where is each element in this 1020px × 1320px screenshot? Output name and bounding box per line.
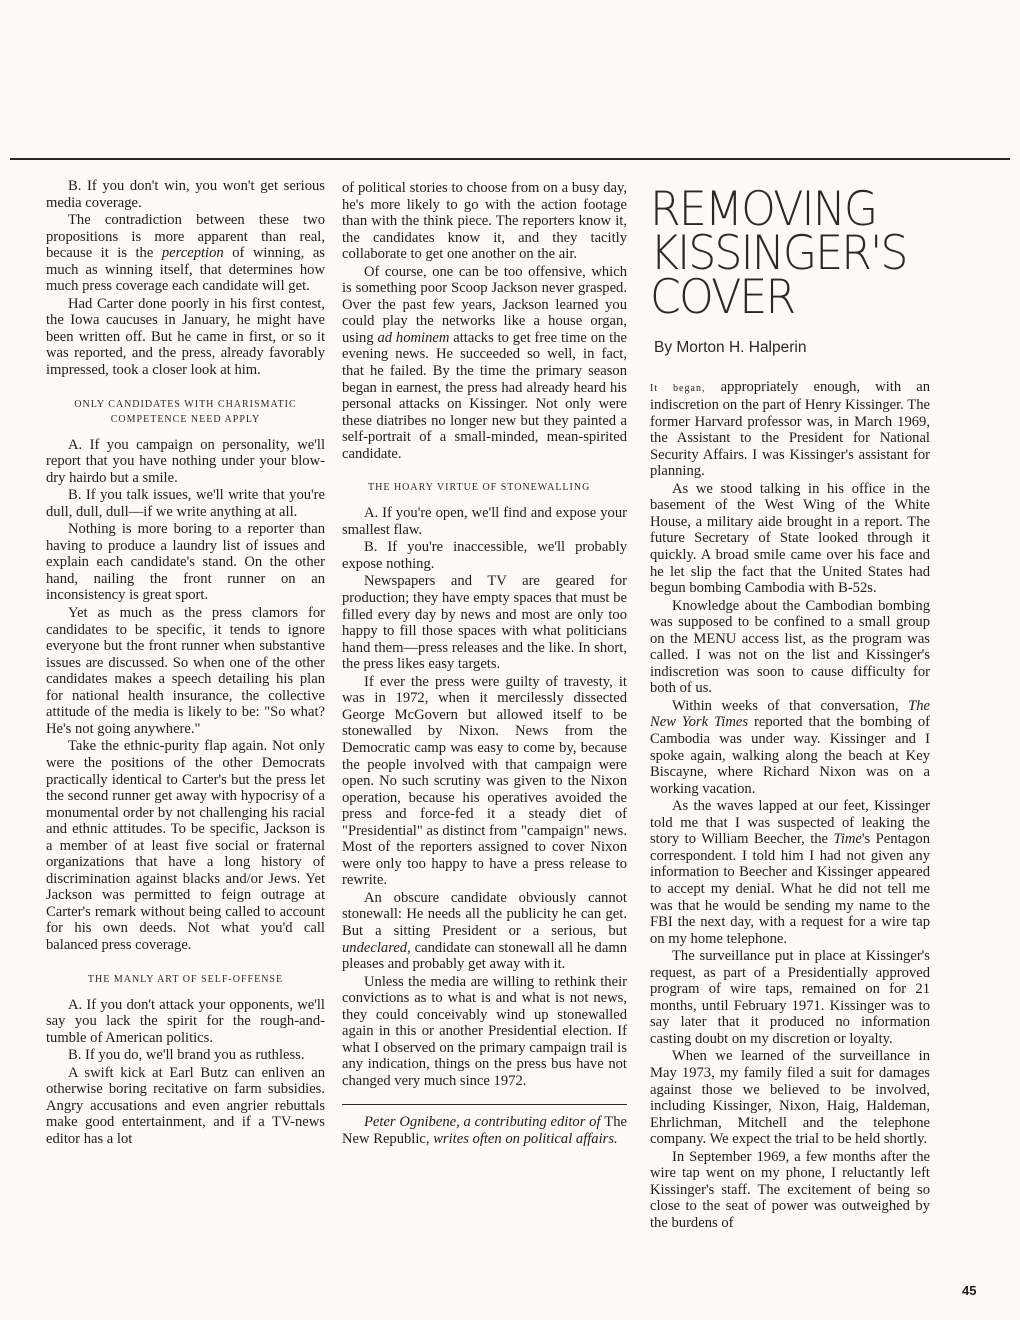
paragraph: In September 1969, a few months after the wire tap went on my phone, I reluctantly left Kissinger's staff. The excitement of being so close to the seat of power was outweighed by the burdens of <box>650 1148 930 1231</box>
paragraph: Yet as much as the press clamors for candidates to be specific, it tends to ignore everyone but the front runner when substantive issues are discussed. So when one of the other candidates makes a speech detailing his plan for national health insurance, the collective attitude of the media is likely to be: "So what? He's not going anywhere." <box>46 605 325 737</box>
title-line: COVER <box>650 270 795 325</box>
paragraph: B. If you don't win, you won't get serious media coverage. <box>46 178 325 211</box>
paragraph: A swift kick at Earl Butz can enliven an otherwise boring recitative on farm subsidies. Angry accusations and even angrier rebuttals make good entertainment, and if a TV-news editor has a lot <box>46 1064 325 1147</box>
section-heading: THE HOARY VIRTUE OF STONEWALLING <box>368 482 591 494</box>
column-3 <box>650 182 931 1231</box>
paragraph: B. If you talk issues, we'll write that you're dull, dull, dull—if we write anything at all. <box>46 487 325 520</box>
paragraph: Newspapers and TV are geared for production; they have empty spaces that must be filled every day by news and most are only too happy to fill those spaces with what politicians hand them—press releases and the like. In short, the press likes easy targets. <box>342 573 627 673</box>
paragraph: B. If you're inaccessible, we'll probably expose nothing. <box>342 539 627 572</box>
paragraph: As the waves lapped at our feet, Kissinger told me that I was suspected of leaking the story to William Beecher, the Time's Pentagon correspondent. I told him I had not given any information to Beecher and Kissinger appeared to accept my denial. What he did not tell me was that he would be sending my name to the FBI the next day, with a request for a wire tap on my home telephone. <box>650 798 930 947</box>
column-1 <box>46 178 325 1147</box>
byline: By Morton H. Halperin <box>654 339 807 356</box>
paragraph: of political stories to choose from on a busy day, he's more likely to go with the action footage than with the think piece. The reporters know it, the candidates know it, and they tacitly collaborate to get one another on the air. <box>342 180 627 263</box>
article-title <box>650 182 913 325</box>
section-heading: THE MANLY ART OF SELF-OFFENSE <box>87 973 284 985</box>
paragraph: If ever the press were guilty of travesty, it was in 1972, when it mercilessly dissected George McGovern but allowed itself to be stonewalled by Nixon. News from the Democratic camp was easy to come by, because the people involved with that campaign were open. No such scrutiny was given to the Nixon operation, because his operatives avoided the press and force-fed it a steady diet of "Presidential" as distinct from "campaign" news. Most of the reporters assigned to cover Nixon were only too happy to have a press release to rewrite. <box>342 673 627 889</box>
paragraph: Had Carter done poorly in his first contest, the Iowa caucuses in January, he might have been written off. But he came in first, or so it was reported, and the press, already favorably impressed, took a closer look at him. <box>46 295 325 379</box>
paragraph: A. If you don't attack your opponents, we'll say you lack the spirit for the rough-and-tumble of American politics. <box>46 996 325 1046</box>
title-line: KISSINGER'S <box>650 226 907 281</box>
column-2 <box>342 180 627 1148</box>
author-credit: Peter Ognibene, a contributing editor of The New Republic, writes often on political affairs. <box>342 1114 627 1147</box>
page-number: 45 <box>962 1283 977 1298</box>
paragraph: The contradiction between these two propositions is more apparent than real, because it is the perception of winning, as much as winning itself, that determines how much press coverage each candidate will get. <box>46 212 325 295</box>
paragraph: When we learned of the surveillance in May 1973, my family filed a suit for damages against those we believed to be involved, including Kissinger, Nixon, Haig, Haldeman, Ehrlichman, Mitchell and the telephone company. We expect the trial to be held shortly. <box>650 1048 930 1148</box>
paragraph: An obscure candidate obviously cannot stonewall: He needs all the publicity he can get. But a sitting President or a serious, but undeclared, candidate can stonewall all he damn pleases and probably get away with it. <box>342 889 627 973</box>
paragraph: Knowledge about the Cambodian bombing was supposed to be confined to a small group on the MENU access list, as the program was called. I was not on the list and Kissinger's indiscretion was soon to cause difficulty for both of us. <box>650 597 930 697</box>
top-rule <box>10 158 1010 160</box>
paragraph: B. If you do, we'll brand you as ruthless. <box>68 1047 305 1064</box>
paragraph: Unless the media are willing to rethink their convictions as to what is and what is not news, they could conceivably wind up stonewalled again in this or another Presidential election. If what I observed on the primary campaign trail is any indication, things on the press bus have not changed very much since 1972. <box>342 973 627 1089</box>
paragraph: Within weeks of that conversation, The New York Times reported that the bombing of Cambodia was under way. Kissinger and I spoke again, walking along the beach at Key Biscayne, where Richard Nixon was on a working vacation. <box>650 697 931 797</box>
paragraph: A. If you're open, we'll find and expose your smallest flaw. <box>342 505 627 538</box>
paragraph: Nothing is more boring to a reporter than having to produce a laundry list of issues and explain each candidate's stand. On the other hand, nailing the front runner on an inconsistency is great sport. <box>46 521 325 604</box>
title-line: REMOVING <box>650 182 877 237</box>
footnote-rule <box>342 1104 627 1105</box>
paragraph: The surveillance put in place at Kissinger's request, as part of a Presidentially approved program of wire taps, remained on for 21 months, until February 1971. Kissinger was to say later that it produced no information casting doubt on my discretion or loyalty. <box>650 948 930 1047</box>
paragraph: Take the ethnic-purity flap again. Not only were the positions of the other Democrats practically identical to Carter's but the press let the second runner get away with hypocrisy of a monumental order by not challenging his racial and ethnic attitudes. To be specific, Jackson is a member of at least five social or fraternal organizations that have a long history of discrimination against blacks and/or Jews. Yet Jackson was permitted to feign outrage at Carter's remark without being called to account for his own deeds. Not what you'd call balanced press coverage. <box>46 738 325 953</box>
paragraph: It began, appropriately enough, with an indiscretion on the part of Henry Kissinger. The former Harvard professor was, in March 1969, the Assistant to the President for National Security Affairs. I was Kissinger's assistant for planning. <box>650 378 930 480</box>
section-heading: ONLY CANDIDATES WITH CHARISMATIC COMPETENCE NEED APPLY <box>74 398 297 425</box>
paragraph: As we stood talking in his office in the basement of the West Wing of the White House, a military aide brought in a report. The future Secretary of State looked through it quickly. A broad smile came over his face and he let slip the fact that the United States had begun bombing Cambodia with B-52s. <box>650 480 930 597</box>
paragraph: A. If you campaign on personality, we'll report that you have nothing under your blow-dry hairdo but a smile. <box>46 436 325 486</box>
paragraph: Of course, one can be too offensive, which is something poor Scoop Jackson never grasped. Over the past few years, Jackson learned you could play the networks like a house organ, using ad hominem attacks to get free time on the evening news. He succeeded so well, in fact, that he failed. By the time the primary season began in earnest, the press had already heard his personal attacks on Kissinger. Not only were these diatribes no longer new but they painted a self-portrait of a small-minded, mean-spirited candidate. <box>342 263 627 462</box>
